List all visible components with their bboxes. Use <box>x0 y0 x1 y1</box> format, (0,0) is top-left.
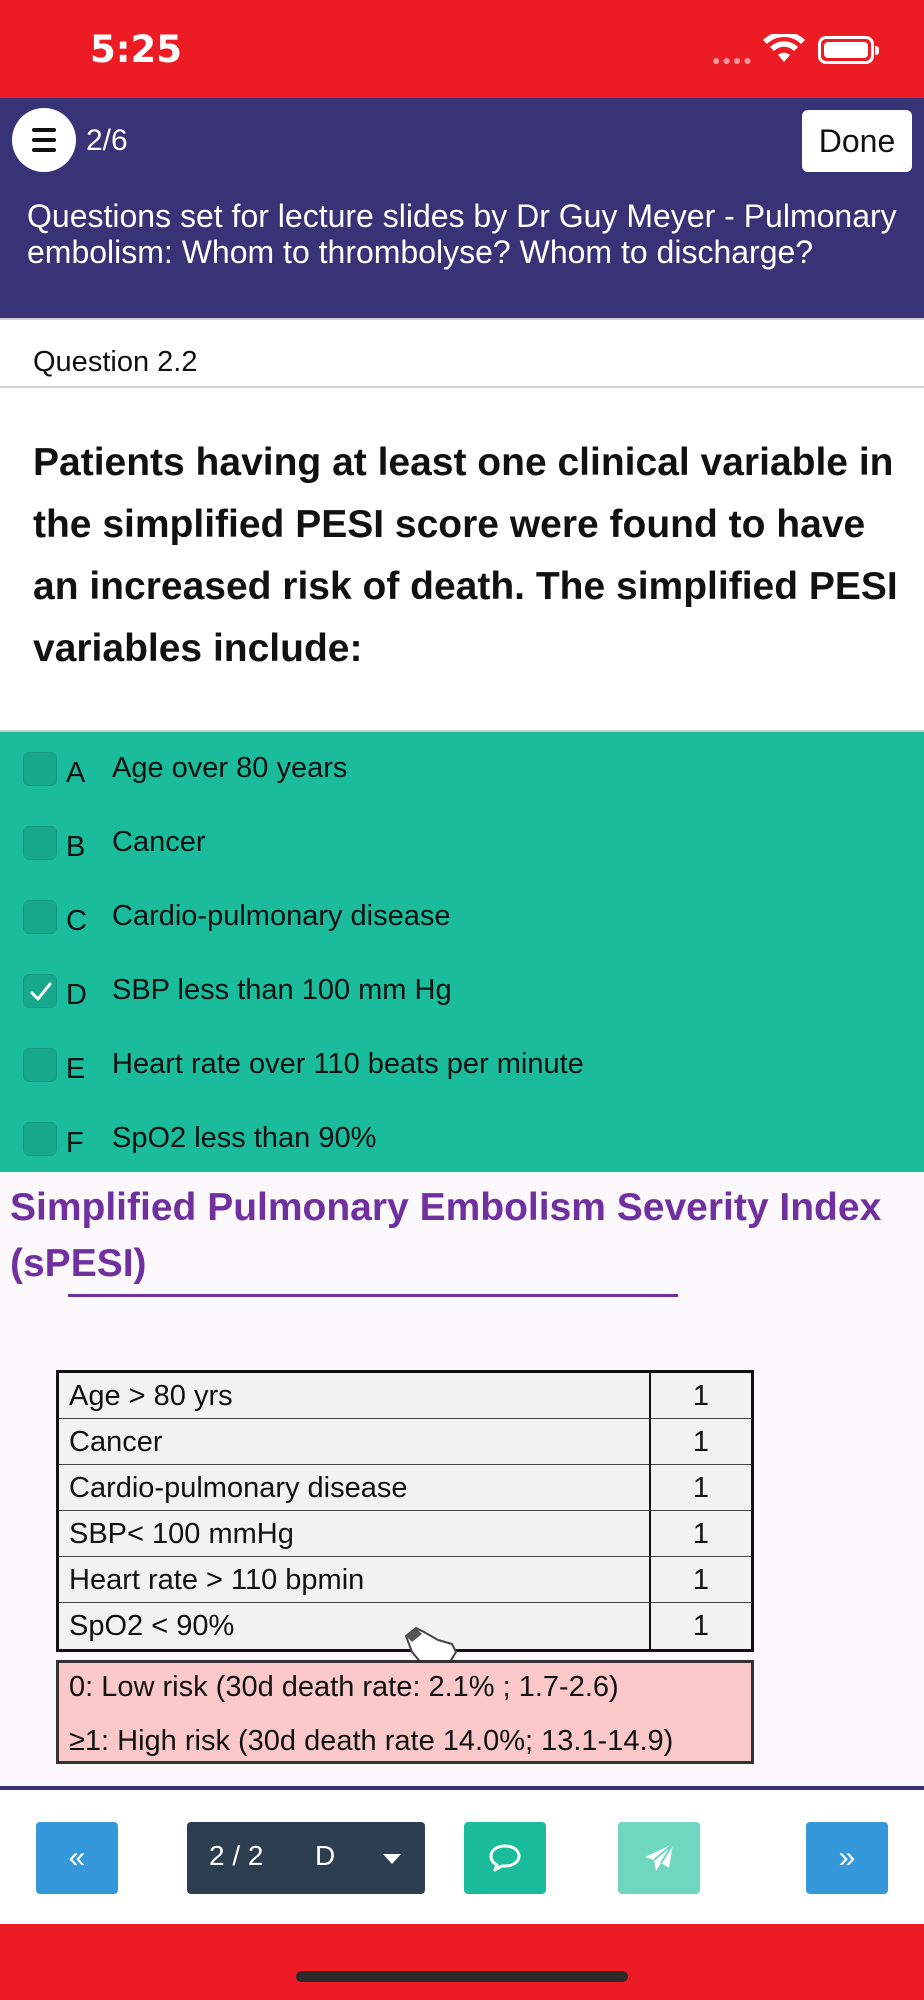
table-row <box>59 1373 751 1419</box>
option-letter: E <box>66 1053 86 1085</box>
home-indicator[interactable] <box>296 1971 628 1982</box>
answer-select[interactable] <box>187 1822 425 1894</box>
checkbox[interactable] <box>23 1122 57 1156</box>
answer-options <box>0 730 924 1172</box>
selected-answer: D <box>315 1840 336 1871</box>
table-cell-value: 1 <box>649 1465 751 1511</box>
table-cell-value: 1 <box>649 1557 751 1603</box>
table-cell-label: SpO2 < 90% <box>69 1610 235 1642</box>
option-c[interactable] <box>0 880 924 954</box>
checkbox[interactable] <box>23 752 57 786</box>
footer-bar <box>0 1924 924 2000</box>
checkbox[interactable] <box>23 1048 57 1082</box>
status-time: 5:25 <box>90 28 183 71</box>
send-icon <box>642 1842 676 1874</box>
option-text: SBP less than 100 mm Hg <box>112 974 452 1006</box>
table-row <box>59 1511 751 1557</box>
table-cell-value: 1 <box>649 1511 751 1557</box>
question-label-row <box>0 318 924 388</box>
option-text: Heart rate over 110 beats per minute <box>112 1048 584 1080</box>
table-cell-label: SBP< 100 mmHg <box>69 1518 294 1550</box>
option-e[interactable] <box>0 1028 924 1102</box>
comment-icon <box>488 1843 522 1873</box>
table-row <box>59 1465 751 1511</box>
quiz-header <box>0 98 924 318</box>
hamburger-menu-icon <box>32 128 56 132</box>
option-b[interactable] <box>0 806 924 880</box>
battery-icon <box>818 36 874 64</box>
risk-low-text: 0: Low risk (30d death rate: 2.1% ; 1.7-2.6) <box>69 1671 619 1703</box>
status-bar <box>0 0 924 98</box>
checkmark-icon <box>27 978 55 1006</box>
table-row <box>59 1557 751 1603</box>
option-f[interactable] <box>0 1102 924 1176</box>
slide-divider <box>68 1294 678 1297</box>
option-text: Age over 80 years <box>112 752 348 784</box>
slide-title: Simplified Pulmonary Embolism Severity Index (sPESI) <box>10 1186 882 1285</box>
hamburger-menu-icon <box>32 138 56 142</box>
table-cell-label: Cardio-pulmonary disease <box>69 1472 408 1504</box>
menu-button[interactable] <box>12 108 76 172</box>
caret-down-icon <box>383 1854 401 1864</box>
checkbox[interactable] <box>23 900 57 934</box>
option-text: SpO2 less than 90% <box>112 1122 377 1154</box>
question-text: Patients having at least one clinical variable in the simplified PESI score were found to have an increased risk of death. The simplified PESI variables include: <box>33 441 898 670</box>
table-cell-label: Cancer <box>69 1426 163 1458</box>
send-button[interactable] <box>618 1822 700 1894</box>
table-cell-value: 1 <box>649 1603 751 1649</box>
signal-dots-icon: ●●●● <box>712 52 754 68</box>
question-number: Question 2.2 <box>33 346 198 378</box>
option-d[interactable] <box>0 954 924 1028</box>
option-letter: F <box>66 1127 84 1159</box>
risk-high-text: ≥1: High risk (30d death rate 14.0%; 13.1-14.9) <box>69 1725 674 1757</box>
lecture-slide <box>0 1172 924 1790</box>
next-button[interactable]: » <box>806 1822 888 1894</box>
done-button[interactable]: Done <box>802 110 912 172</box>
table-cell-value: 1 <box>649 1373 751 1419</box>
question-set-title: Questions set for lecture slides by Dr Guy Meyer - Pulmonary embolism: Whom to thrombolyse? Whom to discharge? <box>27 198 897 270</box>
option-letter: B <box>66 831 86 863</box>
option-letter: D <box>66 979 87 1011</box>
risk-legend <box>56 1660 754 1764</box>
table-cell-value: 1 <box>649 1419 751 1465</box>
answer-progress: 2 / 2 <box>209 1840 264 1871</box>
previous-button[interactable]: « <box>36 1822 118 1894</box>
table-row <box>59 1419 751 1465</box>
checkbox[interactable] <box>23 826 57 860</box>
option-text: Cancer <box>112 826 206 858</box>
option-a[interactable] <box>0 732 924 806</box>
question-set-counter: 2/6 <box>86 124 128 157</box>
option-text: Cardio-pulmonary disease <box>112 900 451 932</box>
checkbox-checked[interactable] <box>23 974 57 1008</box>
bottom-toolbar <box>0 1790 924 1924</box>
wifi-icon <box>762 34 806 64</box>
option-letter: A <box>66 757 86 789</box>
spesi-score-table <box>56 1370 754 1652</box>
option-letter: C <box>66 905 87 937</box>
hamburger-menu-icon <box>32 148 56 152</box>
table-cell-label: Age > 80 yrs <box>69 1380 233 1412</box>
table-cell-label: Heart rate > 110 bpmin <box>69 1564 365 1596</box>
comment-button[interactable] <box>464 1822 546 1894</box>
